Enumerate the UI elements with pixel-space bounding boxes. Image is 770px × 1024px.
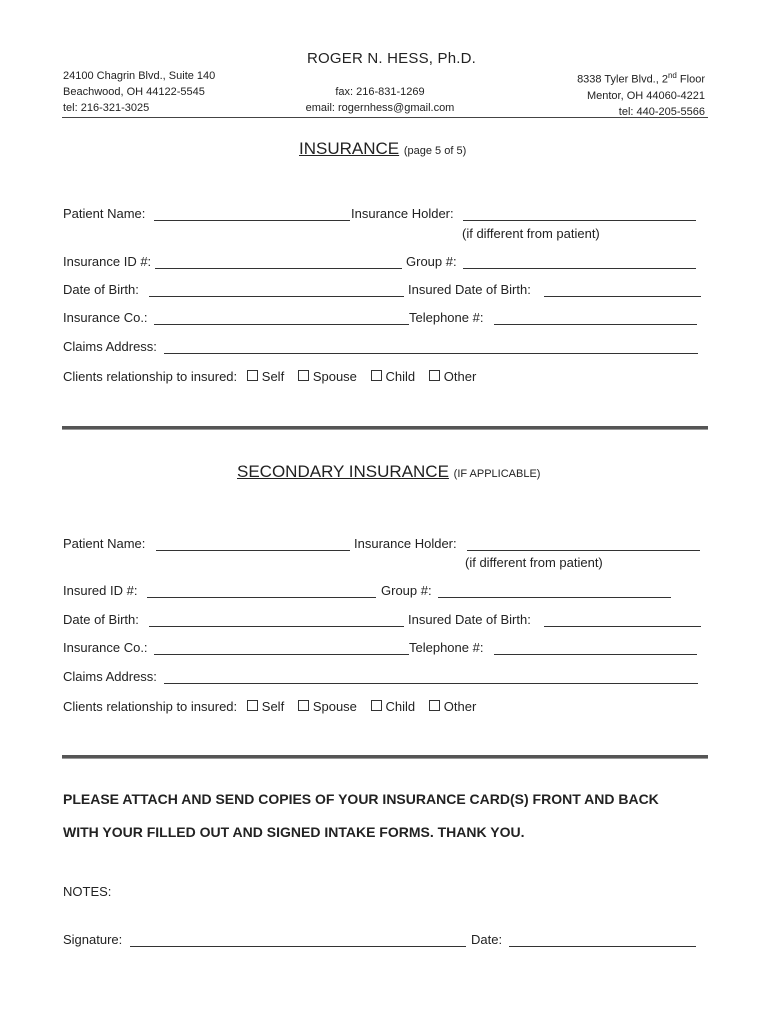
- address-left-line3: tel: 216-321-3025: [63, 102, 150, 114]
- practitioner-name: ROGER N. HESS, Ph.D.: [307, 50, 477, 67]
- sec-dob-field[interactable]: [149, 612, 404, 627]
- fax-line: fax: 216-831-1269: [335, 86, 425, 98]
- sec-claims-address-field[interactable]: [164, 669, 698, 684]
- sec-telephone-field[interactable]: [494, 640, 697, 655]
- address-right-line2: Mentor, OH 44060-4221: [586, 89, 705, 102]
- date-field[interactable]: [509, 932, 696, 947]
- address-right-line1: 8338 Tyler Blvd., 2nd Floor: [577, 71, 705, 86]
- sec-insurance-holder-field[interactable]: [467, 536, 700, 551]
- sec-dob-label: Date of Birth:: [63, 612, 139, 627]
- sec-insurance-co-field[interactable]: [154, 640, 409, 655]
- address-left: [63, 68, 215, 116]
- address-right: [577, 68, 705, 120]
- dob-field[interactable]: [149, 282, 404, 297]
- claims-address-field[interactable]: [164, 339, 698, 354]
- checkbox-spouse[interactable]: [298, 370, 309, 381]
- sec-holder-note: (if different from patient): [465, 555, 603, 570]
- sec-checkbox-self[interactable]: [247, 700, 258, 711]
- section-divider-1: [62, 426, 708, 430]
- checkbox-other[interactable]: [429, 370, 440, 381]
- group-field[interactable]: [463, 254, 696, 269]
- section-divider-2: [62, 755, 708, 759]
- notes-label: NOTES:: [63, 884, 112, 899]
- telephone-field[interactable]: [494, 310, 697, 325]
- sec-checkbox-child[interactable]: [371, 700, 382, 711]
- insurance-holder-label: Insurance Holder:: [351, 206, 454, 221]
- holder-note: (if different from patient): [462, 226, 600, 241]
- sec-patient-name-label: Patient Name:: [63, 536, 146, 551]
- sec-checkbox-other[interactable]: [429, 700, 440, 711]
- sec-patient-name-field[interactable]: [156, 536, 350, 551]
- option-child[interactable]: Child: [371, 369, 416, 384]
- section-title-secondary: SECONDARY INSURANCE (IF APPLICABLE): [237, 462, 541, 481]
- insurance-co-field[interactable]: [154, 310, 409, 325]
- sec-option-other[interactable]: Other: [429, 699, 477, 714]
- checkbox-child[interactable]: [371, 370, 382, 381]
- notice-line-2: WITH YOUR FILLED OUT AND SIGNED INTAKE FORMS. THANK YOU.: [63, 824, 525, 840]
- insurance-id-label: Insurance ID #:: [63, 254, 152, 269]
- sec-group-field[interactable]: [438, 583, 671, 598]
- patient-name-label: Patient Name:: [63, 206, 146, 221]
- sec-insured-id-field[interactable]: [147, 583, 376, 598]
- insurance-holder-field[interactable]: [463, 206, 696, 221]
- sec-insured-dob-field[interactable]: [544, 612, 701, 627]
- notice-line-1: PLEASE ATTACH AND SEND COPIES OF YOUR INSURANCE CARD(S) FRONT AND BACK: [63, 791, 659, 807]
- patient-name-field[interactable]: [154, 206, 350, 221]
- contact-center: [285, 84, 475, 116]
- sec-insurance-co-label: Insurance Co.:: [63, 640, 148, 655]
- email-line: email: rogernhess@gmail.com: [305, 102, 455, 114]
- sec-group-label: Group #:: [381, 583, 432, 598]
- signature-field[interactable]: [130, 932, 466, 947]
- sec-relationship-label: Clients relationship to insured:: [63, 699, 238, 714]
- telephone-label: Telephone #:: [409, 310, 484, 325]
- address-right-line3: tel: 440-205-5566: [618, 105, 705, 118]
- insured-dob-label: Insured Date of Birth:: [408, 282, 531, 297]
- date-label: Date:: [471, 932, 503, 947]
- sec-telephone-label: Telephone #:: [409, 640, 484, 655]
- claims-address-label: Claims Address:: [63, 339, 157, 354]
- sec-option-child[interactable]: Child: [371, 699, 416, 714]
- checkbox-self[interactable]: [247, 370, 258, 381]
- sec-insurance-holder-label: Insurance Holder:: [354, 536, 457, 551]
- section-title-insurance: INSURANCE (page 5 of 5): [299, 139, 467, 158]
- relationship-label: Clients relationship to insured:: [63, 369, 238, 384]
- signature-label: Signature:: [63, 932, 123, 947]
- sec-insured-dob-label: Insured Date of Birth:: [408, 612, 531, 627]
- primary-relationship: [63, 369, 486, 387]
- sec-claims-address-label: Claims Address:: [63, 669, 157, 684]
- option-self[interactable]: Self: [247, 369, 284, 384]
- option-spouse[interactable]: Spouse: [298, 369, 357, 384]
- sec-insured-id-label: Insured ID #:: [63, 583, 138, 598]
- insured-dob-field[interactable]: [544, 282, 701, 297]
- sec-checkbox-spouse[interactable]: [298, 700, 309, 711]
- dob-label: Date of Birth:: [63, 282, 139, 297]
- insurance-id-field[interactable]: [155, 254, 402, 269]
- sec-option-spouse[interactable]: Spouse: [298, 699, 357, 714]
- secondary-relationship: [63, 699, 486, 717]
- address-left-line1: 24100 Chagrin Blvd., Suite 140: [63, 70, 216, 82]
- header-divider: [62, 117, 708, 118]
- address-left-line2: Beachwood, OH 44122-5545: [63, 86, 205, 98]
- insurance-co-label: Insurance Co.:: [63, 310, 148, 325]
- option-other[interactable]: Other: [429, 369, 477, 384]
- group-label: Group #:: [406, 254, 457, 269]
- sec-option-self[interactable]: Self: [247, 699, 284, 714]
